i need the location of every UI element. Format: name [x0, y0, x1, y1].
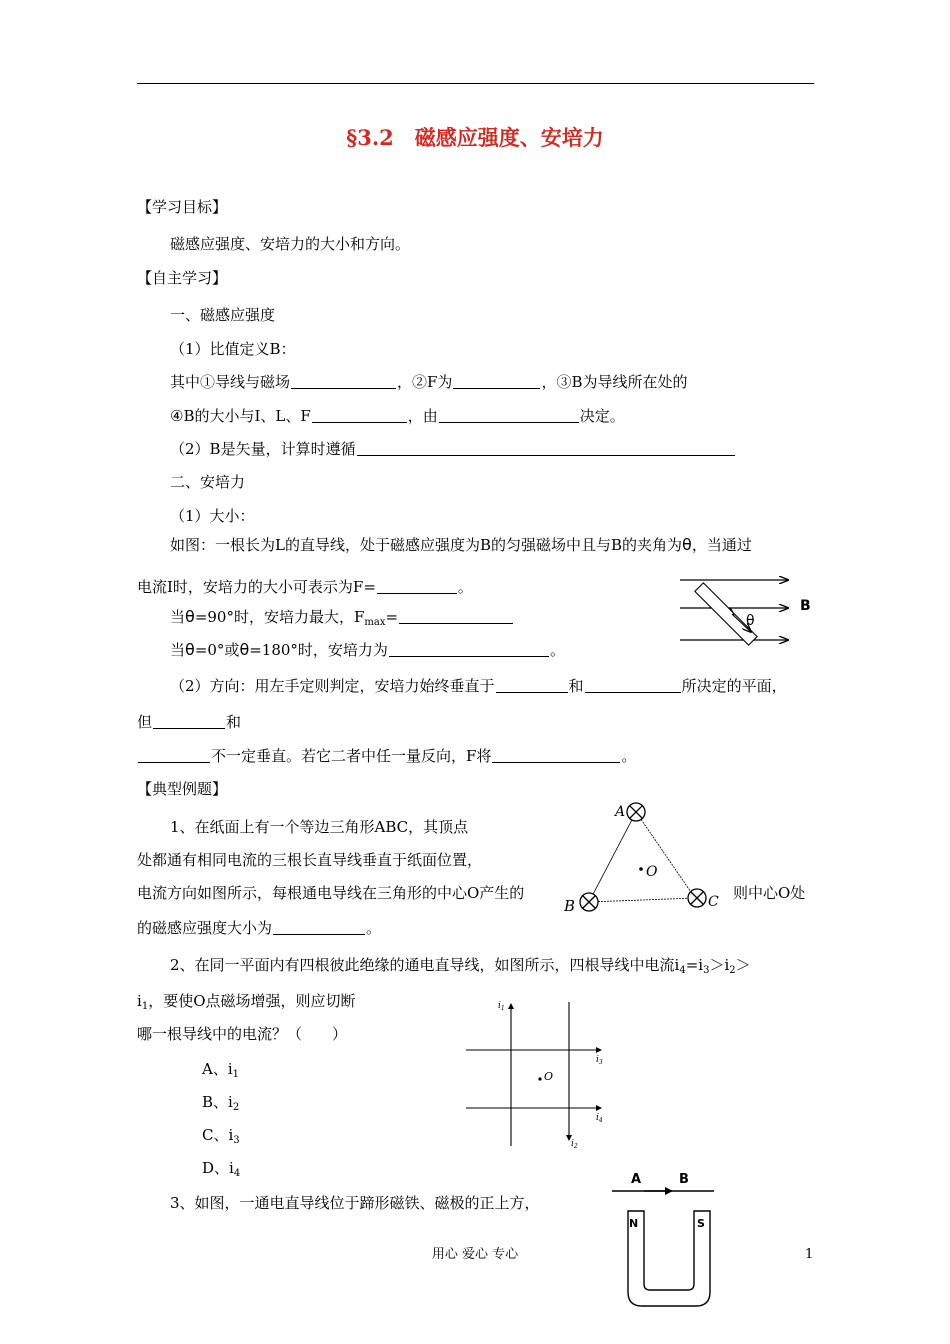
ampere-force-figure	[676, 568, 816, 648]
text-segment: 。	[621, 747, 637, 765]
text-segment: =	[385, 608, 399, 626]
theta-symbol: θ	[185, 640, 195, 659]
part2-max-line	[170, 607, 514, 633]
example1-line3a: 电流方向如图所示，每根通电导线在三角形的中心O产生的	[137, 884, 525, 902]
fill-blank[interactable]	[291, 373, 396, 389]
part1-item1: （1）比值定义B：	[170, 340, 296, 358]
subscript: 3	[233, 1135, 240, 1146]
fill-blank[interactable]	[399, 608, 513, 624]
footer-text: 用心 爱心 专心	[431, 1247, 519, 1262]
option-label: D、i	[202, 1159, 234, 1177]
point-O-label: O	[544, 1070, 554, 1083]
part2-heading: 二、安培力	[170, 473, 246, 491]
option-a[interactable]	[202, 1059, 239, 1085]
subscript: max	[364, 617, 386, 628]
triangle-side	[636, 812, 695, 898]
label-i2	[571, 1139, 578, 1150]
wire-into-page-C	[688, 889, 706, 907]
part2-desc1	[170, 535, 752, 555]
page-title: §3.2 磁感应强度、安培力	[346, 125, 604, 150]
option-label: A、i	[202, 1060, 233, 1078]
theta-symbol: θ	[185, 607, 195, 626]
subscript: 3	[703, 965, 710, 976]
option-label: C、i	[202, 1126, 234, 1144]
triangle-side	[589, 812, 636, 902]
text-segment: ，②F为	[397, 373, 453, 391]
text-segment: 和	[568, 677, 584, 695]
example1-line3b: 则中心O处	[733, 884, 806, 902]
label-text: i	[596, 1113, 599, 1123]
subscript: 4	[233, 1168, 241, 1179]
vertex-label-B: B	[564, 897, 576, 915]
horseshoe-magnet-figure	[596, 1166, 726, 1316]
example1-line4	[137, 918, 381, 938]
part1-line-a	[170, 372, 687, 392]
wire-into-page-B	[580, 893, 598, 911]
self-study-header: 【自主学习】	[137, 269, 228, 287]
vertex-label-A: A	[615, 804, 626, 820]
label-i3	[596, 1055, 603, 1066]
text-segment: 和	[226, 713, 242, 731]
example2-line1	[170, 955, 751, 981]
subscript: 1	[232, 1069, 240, 1080]
text-segment: （2）方向：用左手定则判定，安培力始终垂直于	[170, 677, 495, 695]
text-segment: 决定。	[579, 407, 625, 425]
text-segment: ，要使O点磁场增强，则应切断	[148, 992, 356, 1010]
fill-blank[interactable]	[492, 747, 620, 763]
pole-label-S: S	[697, 1217, 705, 1230]
example1-line2: 处都通有相同电流的三根长直导线垂直于纸面位置，	[137, 851, 483, 869]
label-sub: 3	[598, 1059, 603, 1066]
wire-into-page-A	[627, 803, 645, 821]
text-segment: ，当通过	[691, 536, 752, 554]
figure-theta-label: θ	[746, 613, 755, 629]
goals-text: 磁感应强度、安培力的大小和方向。	[170, 235, 411, 253]
option-label: B、i	[202, 1093, 233, 1111]
subscript: 1	[141, 1001, 149, 1012]
text-segment: ＞	[735, 956, 751, 974]
text-segment: =0°或	[194, 641, 240, 659]
wire-label-A: A	[631, 1172, 642, 1187]
label-text: i	[571, 1139, 574, 1149]
theta-symbol: θ	[682, 535, 692, 554]
part1-heading: 一、磁感应强度	[170, 306, 276, 324]
subscript: 2	[729, 965, 736, 976]
label-sub: 2	[573, 1143, 578, 1150]
part2-direction-line	[170, 676, 787, 696]
text-segment: 不一定垂直。若它二者中任一量反向，F将	[211, 747, 492, 765]
header-rule	[137, 83, 814, 84]
example1-line1: 1、在纸面上有一个等边三角形ABC，其顶点	[170, 818, 469, 836]
label-sub: 4	[598, 1117, 603, 1124]
text-segment: i	[137, 992, 142, 1010]
text-segment: 2、在同一平面内有四根彼此绝缘的通电直导线，如图所示，四根导线中电流i	[170, 956, 680, 974]
text-segment: （2）B是矢量，计算时遵循	[170, 440, 356, 458]
fill-blank[interactable]	[357, 440, 735, 456]
point-O	[538, 1077, 541, 1080]
triangle-figure	[560, 790, 735, 925]
examples-header: 【典型例题】	[137, 780, 228, 798]
example3-line1: 3、如图，一通电直导线位于蹄形磁铁、磁极的正上方，	[170, 1194, 540, 1212]
option-d[interactable]	[202, 1158, 240, 1184]
part2-last-line	[137, 746, 636, 766]
fill-blank[interactable]	[585, 677, 681, 693]
part2-but-line	[137, 712, 241, 732]
text-segment: 。	[366, 919, 382, 937]
text-segment: =90°时，安培力最大，F	[194, 608, 365, 626]
text-segment: 的磁感应强度大小为	[137, 919, 273, 937]
text-segment: 当	[170, 608, 186, 626]
text-segment: 电流I时，安培力的大小可表示为F=	[137, 578, 376, 596]
subscript: 2	[232, 1102, 240, 1113]
fill-blank[interactable]	[138, 747, 210, 763]
subscript: 4	[679, 965, 686, 976]
fill-blank[interactable]	[496, 677, 568, 693]
fill-blank[interactable]	[273, 919, 365, 935]
option-c[interactable]	[202, 1125, 240, 1151]
fill-blank[interactable]	[377, 578, 457, 594]
label-i4	[596, 1113, 603, 1124]
page-number: 1	[805, 1247, 814, 1262]
label-sub: 1	[500, 1005, 505, 1012]
center-point	[639, 867, 643, 871]
part2-zero-line	[170, 640, 565, 660]
goals-header: 【学习目标】	[137, 198, 228, 216]
text-segment: ＞i	[709, 956, 730, 974]
text-segment: 所决定的平面，	[681, 677, 787, 695]
text-segment: 如图：一根长为L的直导线，处于磁感应强度为B的匀强磁场中且与B的夹角为	[170, 536, 683, 554]
text-segment: 当	[170, 641, 186, 659]
option-b[interactable]	[202, 1092, 239, 1118]
vertex-label-C: C	[708, 894, 719, 910]
text-segment: 。	[457, 578, 473, 596]
example2-question: 哪一根导线中的电流？（ ）	[137, 1025, 348, 1043]
part1-line-b	[170, 406, 625, 426]
label-text: i	[498, 1001, 501, 1011]
part2-item1: （1）大小：	[170, 507, 255, 525]
triangle-side	[589, 898, 695, 902]
text-segment: ④B的大小与I、L、F	[170, 407, 311, 425]
part1-item2	[170, 439, 736, 459]
figure-B-label: B	[800, 598, 811, 614]
text-segment: ，③B为导线所在处的	[541, 373, 688, 391]
fill-blank[interactable]	[153, 713, 225, 729]
label-i1	[498, 1001, 505, 1012]
fill-blank[interactable]	[439, 407, 579, 423]
part2-desc2	[137, 577, 473, 597]
label-text: i	[596, 1055, 599, 1065]
center-label-O: O	[646, 864, 658, 880]
fill-blank[interactable]	[312, 407, 407, 423]
theta-symbol: θ	[239, 640, 250, 659]
text-segment: 。	[549, 641, 565, 659]
text-segment: 其中①导线与磁场	[170, 373, 291, 391]
text-segment: ，由	[407, 407, 438, 425]
fill-blank[interactable]	[389, 641, 549, 657]
text-segment: 但	[137, 713, 153, 731]
wire-label-B: B	[679, 1172, 689, 1187]
four-wires-figure	[462, 998, 612, 1148]
example2-line2	[137, 991, 356, 1017]
text-segment: =i	[685, 956, 704, 974]
pole-label-N: N	[629, 1217, 639, 1230]
fill-blank[interactable]	[453, 373, 540, 389]
text-segment: =180°时，安培力为	[249, 641, 388, 659]
